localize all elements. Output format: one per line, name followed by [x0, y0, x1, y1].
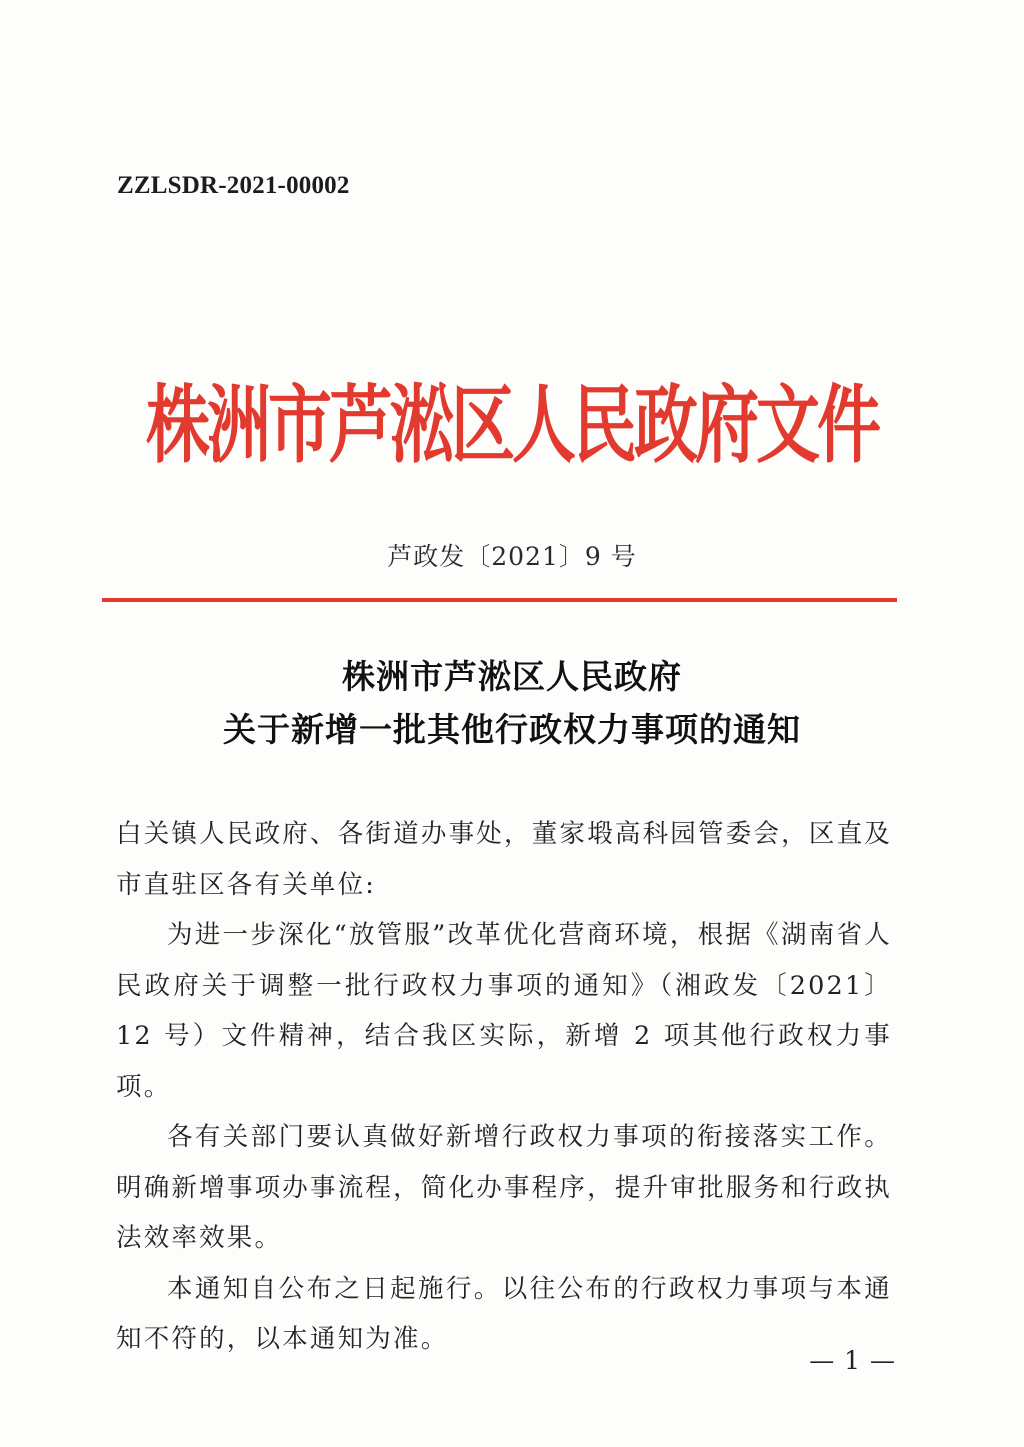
title-line-2: 关于新增一批其他行政权力事项的通知 [223, 710, 801, 749]
page-number: — 1 — [809, 1346, 896, 1375]
document-body [116, 809, 892, 1365]
paragraph-3: 本通知自公布之日起施行。以往公布的行政权力事项与本通知不符的，以本通知为准。 [116, 1273, 892, 1354]
red-divider-line [102, 598, 897, 602]
title-line-1: 株洲市芦淞区人民政府 [342, 657, 682, 696]
issuer-header: 株洲市芦淞区人民政府文件 [146, 377, 878, 476]
document-code: ZZLSDR-2021-00002 [117, 172, 350, 199]
salutation: 白关镇人民政府、各街道办事处，董家塅高科园管委会，区直及市直驻区各有关单位: [116, 819, 892, 900]
paragraph-1: 为进一步深化“放管服”改革优化营商环境，根据《湖南省人民政府关于调整一批行政权力事项的通知》（湘政发〔2021〕12 号）文件精神，结合我区实际，新增 2 项其他行政权力事项。 [116, 920, 892, 1102]
paragraph-2: 各有关部门要认真做好新增行政权力事项的衔接落实工作。明确新增事项办事流程，简化办事程序，提升审批服务和行政执法效率效果。 [116, 1122, 892, 1253]
document-number: 芦政发〔2021〕9 号 [387, 542, 637, 571]
